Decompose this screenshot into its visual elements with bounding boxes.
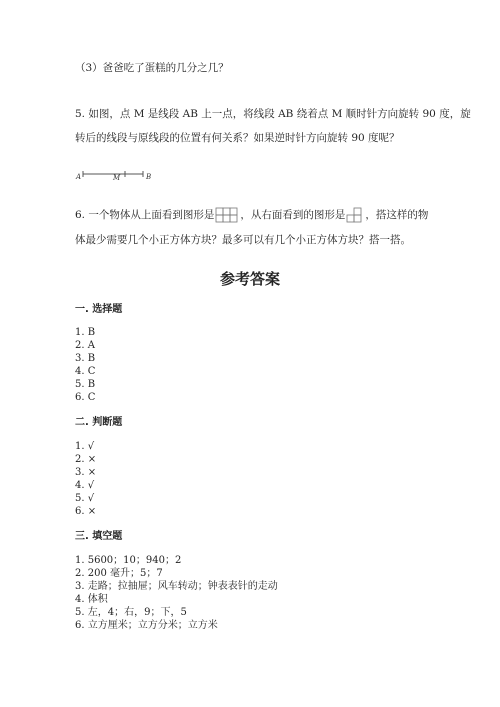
list-item: 2. A: [75, 340, 95, 351]
question-5-line-2: 转后的线段与原线段的位置有何关系？如果逆时针方向旋转 90 度呢？: [75, 132, 400, 144]
right-view-figure: [345, 207, 365, 223]
list-item: 3. B: [75, 353, 96, 364]
q6-text-part2: ，从右面看到的图形是: [240, 209, 346, 221]
list-item: 1. 5600；10；940；2: [75, 555, 182, 566]
list-item: 2. 200 毫升；5；7: [75, 568, 163, 579]
q6-text-part1: 6. 一个物体从上面看到图形是: [75, 209, 215, 221]
question-part-3: （3）爸爸吃了蛋糕的几分之几？: [75, 62, 229, 74]
list-item: 3. 走路；拉抽屉；风车转动；钟表表针的走动: [75, 581, 278, 592]
list-item: 4. √: [75, 480, 95, 491]
list-item: 5. 左，4；右，9；下，5: [75, 607, 187, 618]
question-6-line-2: 体最少需要几个小正方体方块？最多可以有几个小正方体方块？搭一搭。: [75, 234, 411, 246]
question-6-line-1: [75, 207, 428, 223]
list-item: 4. C: [75, 366, 96, 377]
list-item: 6. ×: [75, 506, 97, 517]
top-view-figure: [214, 207, 240, 223]
list-item: 3. ×: [75, 467, 97, 478]
section-heading-choice: 一. 选择题: [75, 304, 123, 315]
answers-title: 参考答案: [219, 270, 280, 288]
list-item: 2. ×: [75, 454, 97, 465]
list-item: 1. √: [75, 441, 95, 452]
list-item: 6. 立方厘米；立方分米；立方米: [75, 620, 218, 631]
label-a: A: [76, 173, 82, 181]
section-heading-fill: 三. 填空题: [75, 531, 123, 542]
segment-ab-figure: [75, 166, 155, 186]
list-item: 6. C: [75, 392, 96, 403]
list-item: 5. √: [75, 493, 95, 504]
list-item: 4. 体积: [75, 594, 108, 605]
label-b: B: [146, 173, 152, 181]
section-heading-judgement: 二. 判断题: [75, 417, 123, 428]
list-item: 5. B: [75, 379, 96, 390]
q6-text-part3: ，搭这样的物: [365, 209, 429, 221]
label-m: M: [113, 174, 121, 182]
question-5-line-1: 5. 如图，点 M 是线段 AB 上一点，将线段 AB 绕着点 M 顺时针方向旋转 90 度，旋: [75, 108, 471, 120]
list-item: 1. B: [75, 327, 96, 338]
